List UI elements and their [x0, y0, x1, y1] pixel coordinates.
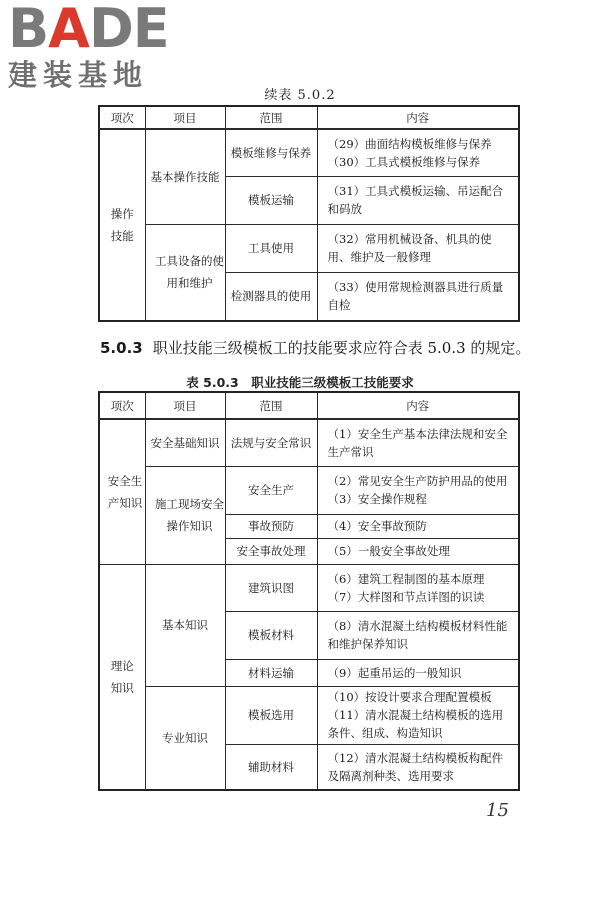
- header-cell: 项次: [99, 106, 145, 129]
- range-cell: 模板维修与保养: [225, 129, 317, 176]
- table-row: [99, 686, 519, 744]
- range-cell: 建筑识图: [225, 564, 317, 611]
- range-cell: 模板选用: [225, 686, 317, 744]
- range-cell: 事故预防: [225, 514, 317, 538]
- content-cell: （6）建筑工程制图的基本原理 （7）大样图和节点详图的识读: [317, 564, 519, 611]
- group-cell: 专业知识: [145, 686, 225, 790]
- content-cell: （5）一般安全事故处理: [317, 538, 519, 564]
- page-number: 15: [486, 800, 509, 821]
- group-cell: 工具设备的使用和维护: [145, 224, 225, 321]
- table2-caption: 表 5.0.3 职业技能三级模板工技能要求: [186, 375, 414, 390]
- range-cell: 安全生产: [225, 466, 317, 514]
- bade-logo: [8, 0, 173, 92]
- content-cell: （12）清水混凝土结构模板构配件及隔离剂种类、选用要求: [317, 744, 519, 790]
- content-cell: （29）曲面结构模板维修与保养 （30）工具式模板维修与保养: [317, 129, 519, 176]
- content-cell: （2）常见安全生产防护用品的使用 （3）安全操作规程: [317, 466, 519, 514]
- range-cell: 法规与安全常识: [225, 419, 317, 466]
- header-cell: 内容: [317, 106, 519, 129]
- content-cell: （32）常用机械设备、机具的使用、维护及一般修理: [317, 224, 519, 272]
- content-cell: （31）工具式模板运输、吊运配合和码放: [317, 176, 519, 224]
- range-cell: 安全事故处理: [225, 538, 317, 564]
- group-cell: 安全基础知识: [145, 419, 225, 466]
- header-cell: 内容: [317, 392, 519, 419]
- header-cell: 项次: [99, 392, 145, 419]
- header-cell: 范围: [225, 106, 317, 129]
- table-5-0-3: [98, 391, 520, 791]
- table-5-0-2-continued: [98, 105, 520, 322]
- header-cell: 项目: [145, 392, 225, 419]
- range-cell: 模板运输: [225, 176, 317, 224]
- table1-caption: 续表 5.0.2: [264, 88, 336, 103]
- header-cell: 范围: [225, 392, 317, 419]
- category-cell: 理论知识: [99, 564, 145, 790]
- logo-wordmark: BADE: [8, 0, 169, 60]
- clause-number: 5.0.3: [100, 339, 143, 357]
- table-header-row: [99, 106, 519, 129]
- table-row: [99, 129, 519, 176]
- range-cell: 辅助材料: [225, 744, 317, 790]
- group-cell: 基本知识: [145, 564, 225, 686]
- range-cell: 材料运输: [225, 659, 317, 686]
- content-cell: （4）安全事故预防: [317, 514, 519, 538]
- table-row: [99, 419, 519, 466]
- group-cell: 基本操作技能: [145, 129, 225, 224]
- content-cell: （8）清水混凝土结构模板材料性能和维护保养知识: [317, 611, 519, 659]
- table-row: [99, 224, 519, 272]
- clause-5-0-3: [100, 337, 540, 358]
- content-cell: （1）安全生产基本法律法规和安全生产常识: [317, 419, 519, 466]
- content-cell: （33）使用常规检测器具进行质量自检: [317, 272, 519, 321]
- range-cell: 模板材料: [225, 611, 317, 659]
- header-cell: 项目: [145, 106, 225, 129]
- table-row: [99, 564, 519, 611]
- content-cell: （10）按设计要求合理配置模板 （11）清水混凝土结构模板的选用条件、组成、构造知识: [317, 686, 519, 744]
- table-row: [99, 466, 519, 514]
- range-cell: 工具使用: [225, 224, 317, 272]
- category-cell: 操作技能: [99, 129, 145, 321]
- clause-text: 职业技能三级模板工的技能要求应符合表 5.0.3 的规定。: [152, 339, 531, 357]
- content-cell: （9）起重吊运的一般知识: [317, 659, 519, 686]
- logo-subtitle: 建装基地: [8, 58, 149, 92]
- range-cell: 检测器具的使用: [225, 272, 317, 321]
- table-header-row: [99, 392, 519, 419]
- group-cell: 施工现场安全操作知识: [145, 466, 225, 564]
- category-cell: 安全生产知识: [99, 419, 145, 564]
